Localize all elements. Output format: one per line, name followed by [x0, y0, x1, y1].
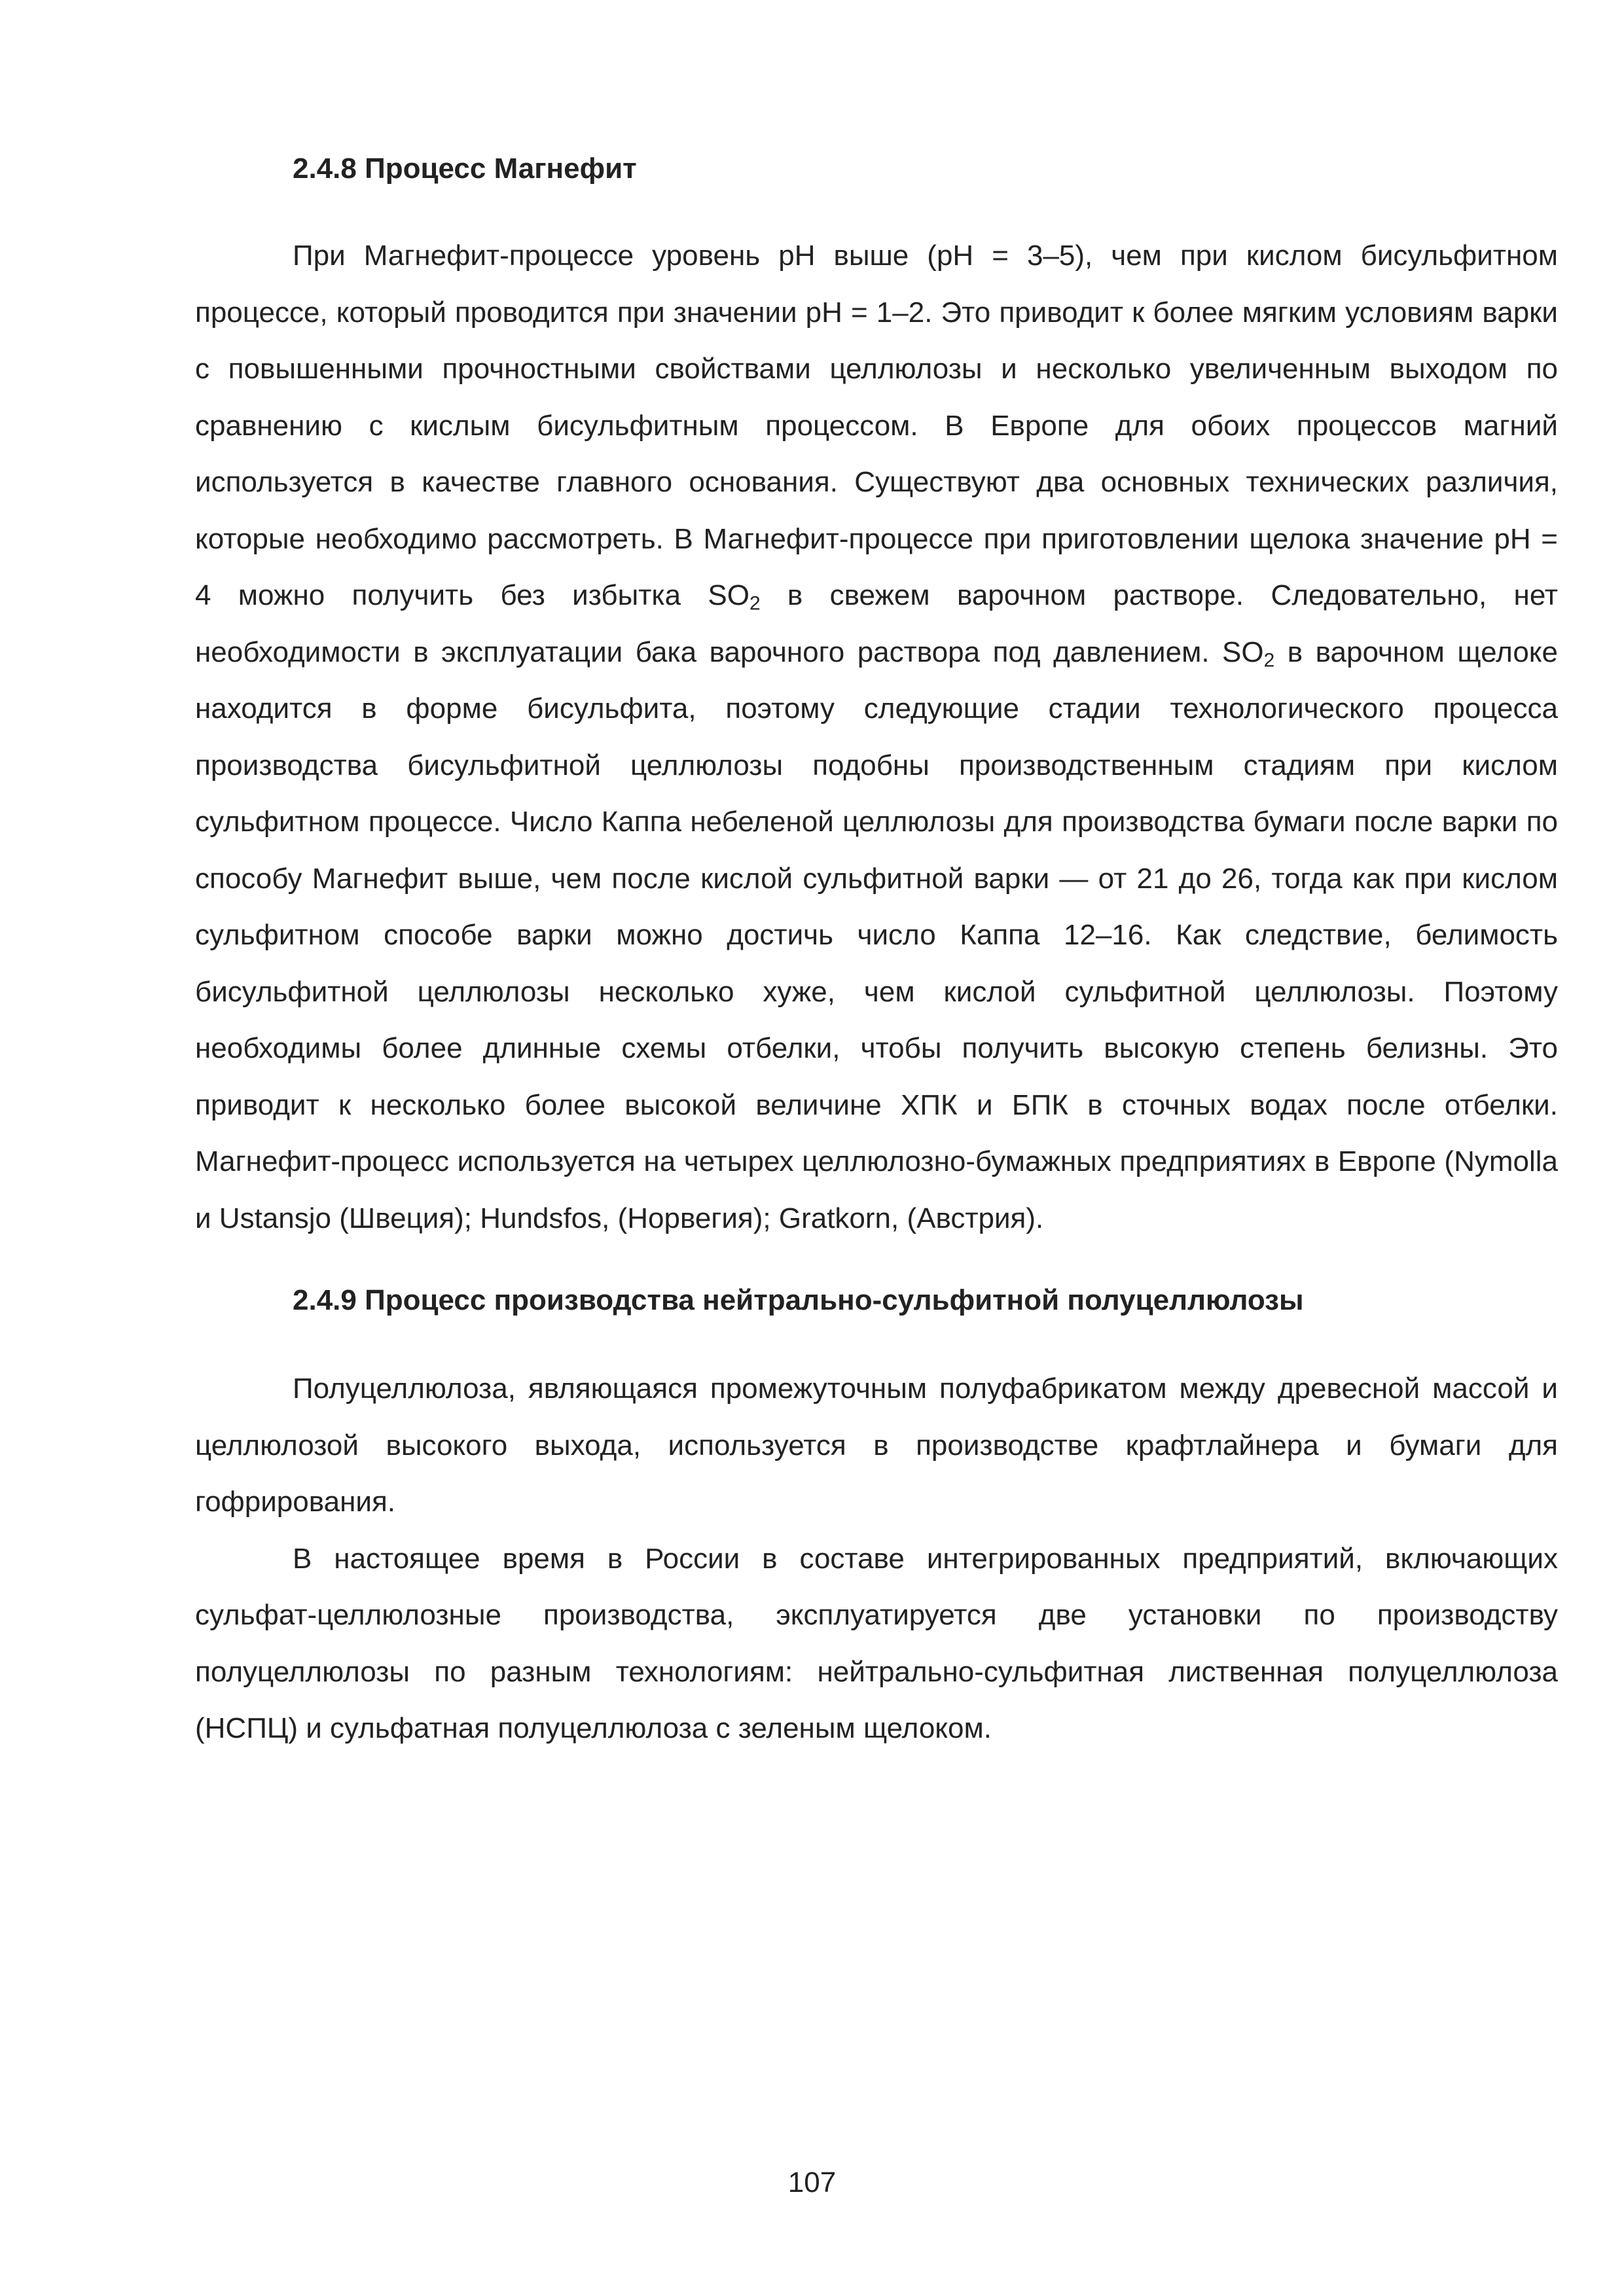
page-number: 107: [787, 2166, 837, 2198]
section-heading-2-4-8: 2.4.8 Процесс Магнефит: [293, 152, 637, 185]
subscript: 2: [749, 592, 761, 615]
paragraph-text: в свежем варочном растворе. Следовательно, нет необходимости в эксплуатации бака варочного раствора под давлением. SO: [195, 579, 1558, 668]
paragraph-semicellulose-intro: Полуцеллюлоза, являющаяся промежуточным полуфабрикатом между древесной массой и целлюлозой высокого выхода, используется в производстве крафтлайнера и бумаги для гофрирования.: [195, 1372, 1558, 1518]
page-content: [195, 149, 1558, 1757]
paragraph-text: При Магнефит-процессе уровень pH выше (pH = 3–5), чем при кислом бисульфитном процессе, который проводится при значении pH = 1–2. Это приводит к более мягким условиям варки с повышенными прочностными свойствами целлюлозы и несколько увеличенным выходом по сравнению с кислым бисульфитным процессом. В Европе для обоих процессов магний используется в качестве главного основания. Существуют два основных технических различия, которые необходимо рассмотреть. В Магнефит-процессе при приготовлении щелока значение pH = 4 можно получить без избытка SO: [195, 240, 1558, 611]
paragraph-semicellulose-russia: В настоящее время в России в составе интегрированных предприятий, включающих сульфат-целлюлозные производства, эксплуатируется две установки по производству полуцеллюлозы по разным технологиям: нейтрально-сульфитная лиственная полуцеллюлоза (НСПЦ) и сульфатная полуцеллюлоза с зеленым щелоком.: [195, 1542, 1558, 1744]
paragraph-magnefit: [195, 228, 1558, 1247]
section-heading-2-4-9: 2.4.9 Процесс производства нейтрально-сульфитной полуцеллюлозы: [293, 1284, 1304, 1316]
paragraph-text: в варочном щелоке находится в форме бисульфита, поэтому следующие стадии технологического процесса производства бисульфитной целлюлозы подобны производственным стадиям при кислом сульфитном процессе. Число Каппа небеленой целлюлозы для производства бумаги после варки по способу Магнефит выше, чем после кислой сульфитной варки — от 21 до 26, тогда как при кислом сульфитном способе варки можно достичь число Каппа 12–16. Как следствие, белимость бисульфитной целлюлозы несколько хуже, чем кислой сульфитной целлюлозы. Поэтому необходимы более длинные схемы отбелки, чтобы получить высокую степень белизны. Это приводит к несколько более высокой величине ХПК и БПК в сточных водах после отбелки. Магнефит-процесс используется на четырех целлюлозно-бумажных предприятиях в Европе (Nymolla и Ustansjo (Швеция); Hundsfos, (Норвегия); Gratkorn, (Австрия).: [195, 636, 1559, 1234]
subscript: 2: [1263, 649, 1275, 671]
